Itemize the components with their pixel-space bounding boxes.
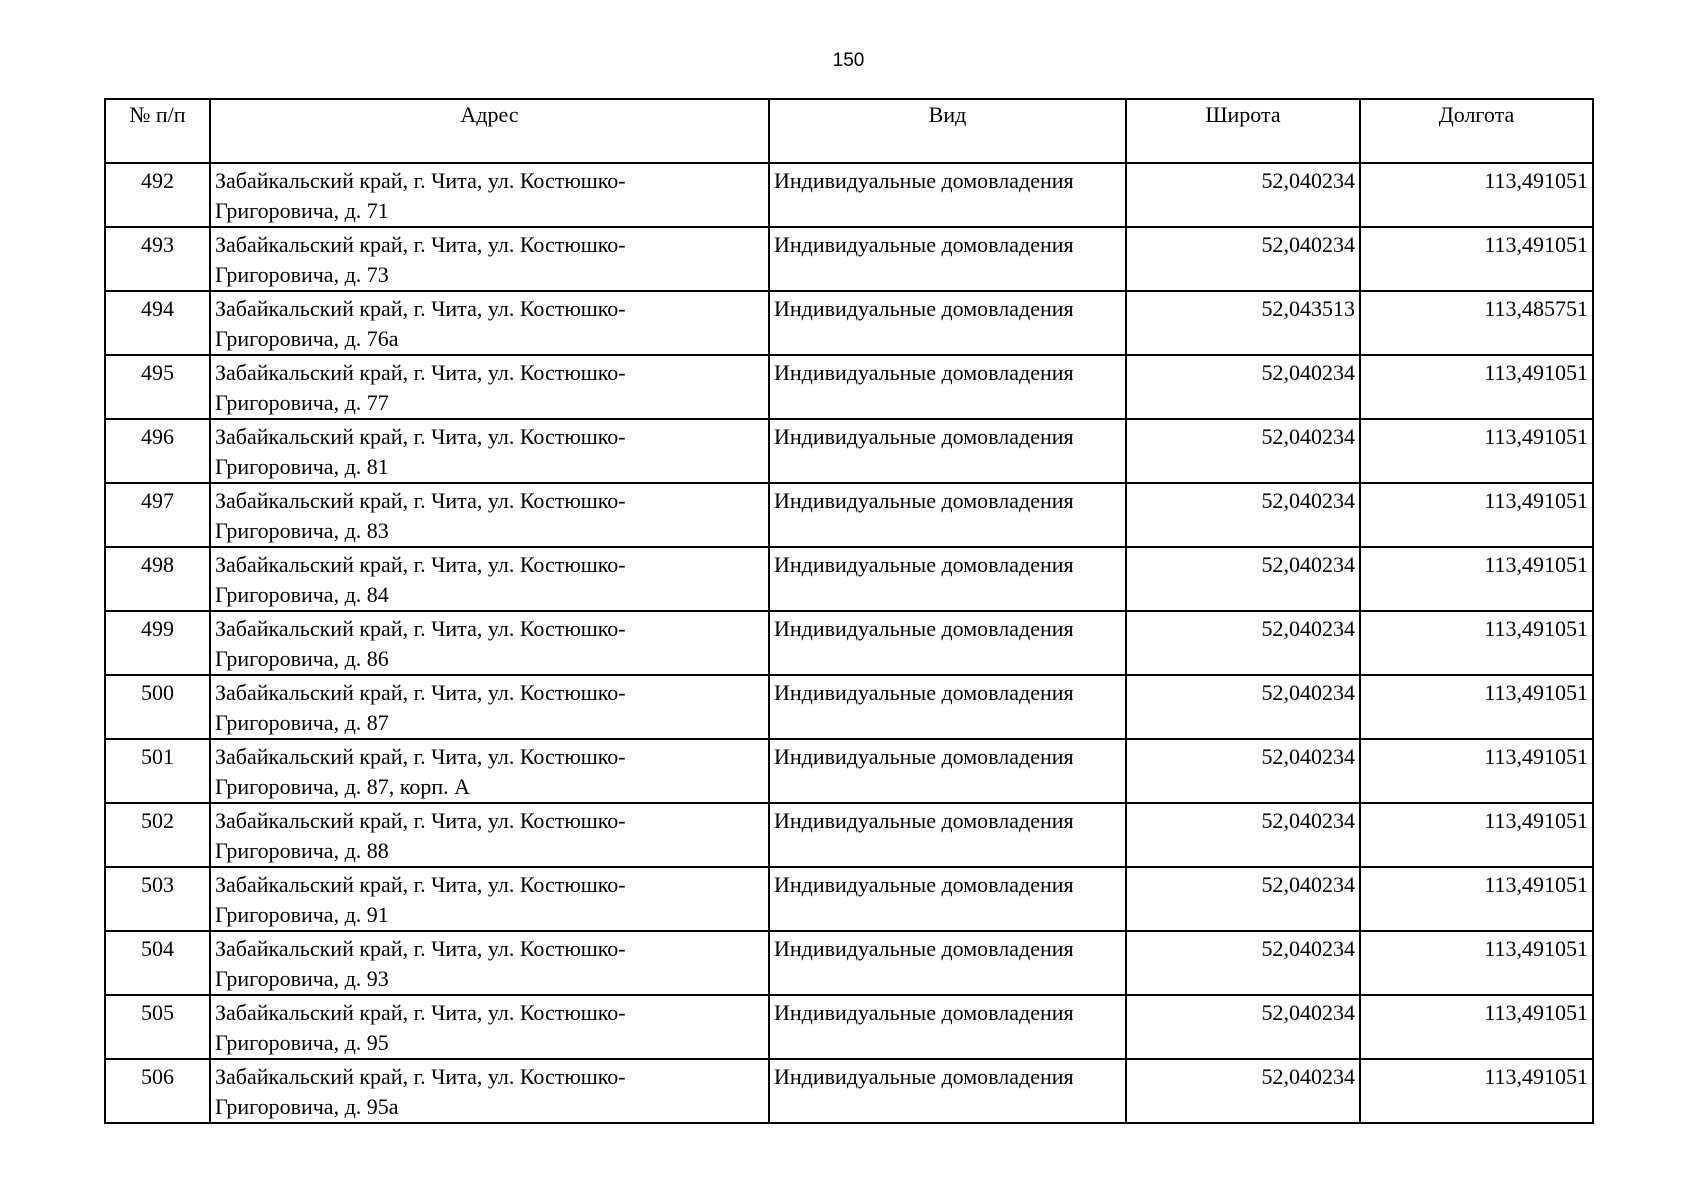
row-kind: Индивидуальные домовладения xyxy=(769,163,1126,227)
row-kind: Индивидуальные домовладения xyxy=(769,355,1126,419)
address-line-1: Забайкальский край, г. Чита, ул. Костюшко- xyxy=(215,1064,626,1089)
table-row xyxy=(105,803,1593,867)
address-line-1: Забайкальский край, г. Чита, ул. Костюшко- xyxy=(215,424,626,449)
row-address xyxy=(210,995,769,1059)
row-address xyxy=(210,163,769,227)
row-address xyxy=(210,419,769,483)
row-longitude: 113,491051 xyxy=(1360,483,1593,547)
row-longitude: 113,491051 xyxy=(1360,995,1593,1059)
address-line-2: Григоровича, д. 84 xyxy=(215,582,389,607)
address-line-1: Забайкальский край, г. Чита, ул. Костюшко- xyxy=(215,680,626,705)
address-line-1: Забайкальский край, г. Чита, ул. Костюшко- xyxy=(215,1000,626,1025)
row-longitude: 113,491051 xyxy=(1360,227,1593,291)
row-longitude: 113,491051 xyxy=(1360,611,1593,675)
row-longitude: 113,491051 xyxy=(1360,867,1593,931)
table-row xyxy=(105,227,1593,291)
address-line-2: Григоровича, д. 83 xyxy=(215,518,389,543)
row-latitude: 52,040234 xyxy=(1126,867,1360,931)
row-latitude: 52,040234 xyxy=(1126,163,1360,227)
row-num: 506 xyxy=(105,1059,210,1123)
address-line-1: Забайкальский край, г. Чита, ул. Костюшко- xyxy=(215,488,626,513)
address-line-1: Забайкальский край, г. Чита, ул. Костюшко- xyxy=(215,808,626,833)
address-line-2: Григоровича, д. 87, корп. А xyxy=(215,774,470,799)
address-line-1: Забайкальский край, г. Чита, ул. Костюшко- xyxy=(215,872,626,897)
header-kind: Вид xyxy=(769,99,1126,163)
table-row xyxy=(105,355,1593,419)
row-latitude: 52,040234 xyxy=(1126,547,1360,611)
row-latitude: 52,040234 xyxy=(1126,483,1360,547)
table-row xyxy=(105,739,1593,803)
row-longitude: 113,491051 xyxy=(1360,803,1593,867)
row-num: 501 xyxy=(105,739,210,803)
row-num: 505 xyxy=(105,995,210,1059)
row-longitude: 113,485751 xyxy=(1360,291,1593,355)
row-longitude: 113,491051 xyxy=(1360,355,1593,419)
table-row xyxy=(105,419,1593,483)
table-row xyxy=(105,547,1593,611)
row-address xyxy=(210,355,769,419)
row-latitude: 52,040234 xyxy=(1126,611,1360,675)
row-num: 500 xyxy=(105,675,210,739)
row-num: 495 xyxy=(105,355,210,419)
row-kind: Индивидуальные домовладения xyxy=(769,931,1126,995)
row-num: 499 xyxy=(105,611,210,675)
row-kind: Индивидуальные домовладения xyxy=(769,547,1126,611)
row-latitude: 52,040234 xyxy=(1126,931,1360,995)
row-num: 502 xyxy=(105,803,210,867)
row-kind: Индивидуальные домовладения xyxy=(769,291,1126,355)
address-line-2: Григоровича, д. 87 xyxy=(215,710,389,735)
row-latitude: 52,040234 xyxy=(1126,739,1360,803)
address-line-2: Григоровича, д. 95 xyxy=(215,1030,389,1055)
row-address xyxy=(210,931,769,995)
page-number: 150 xyxy=(832,50,865,71)
row-latitude: 52,040234 xyxy=(1126,419,1360,483)
row-longitude: 113,491051 xyxy=(1360,931,1593,995)
address-line-1: Забайкальский край, г. Чита, ул. Костюшко- xyxy=(215,616,626,641)
table-row xyxy=(105,291,1593,355)
row-address xyxy=(210,675,769,739)
row-address xyxy=(210,611,769,675)
row-latitude: 52,040234 xyxy=(1126,227,1360,291)
address-line-2: Григоровича, д. 77 xyxy=(215,390,389,415)
row-latitude: 52,040234 xyxy=(1126,675,1360,739)
row-num: 496 xyxy=(105,419,210,483)
row-num: 494 xyxy=(105,291,210,355)
row-kind: Индивидуальные домовладения xyxy=(769,611,1126,675)
table-row xyxy=(105,611,1593,675)
row-latitude: 52,040234 xyxy=(1126,995,1360,1059)
header-latitude: Широта xyxy=(1126,99,1360,163)
table-body xyxy=(105,163,1593,1123)
row-kind: Индивидуальные домовладения xyxy=(769,227,1126,291)
table-row xyxy=(105,483,1593,547)
address-line-1: Забайкальский край, г. Чита, ул. Костюшко- xyxy=(215,232,626,257)
row-num: 504 xyxy=(105,931,210,995)
address-line-2: Григоровича, д. 93 xyxy=(215,966,389,991)
address-line-2: Григоровича, д. 76а xyxy=(215,326,399,351)
row-kind: Индивидуальные домовладения xyxy=(769,483,1126,547)
address-line-2: Григоровича, д. 81 xyxy=(215,454,389,479)
row-address xyxy=(210,867,769,931)
row-num: 497 xyxy=(105,483,210,547)
header-address: Адрес xyxy=(210,99,769,163)
row-latitude: 52,043513 xyxy=(1126,291,1360,355)
row-longitude: 113,491051 xyxy=(1360,739,1593,803)
address-line-1: Забайкальский край, г. Чита, ул. Костюшко- xyxy=(215,360,626,385)
row-address xyxy=(210,291,769,355)
row-num: 492 xyxy=(105,163,210,227)
row-num: 498 xyxy=(105,547,210,611)
row-address xyxy=(210,803,769,867)
address-line-2: Григоровича, д. 71 xyxy=(215,198,389,223)
row-latitude: 52,040234 xyxy=(1126,1059,1360,1123)
row-kind: Индивидуальные домовладения xyxy=(769,675,1126,739)
row-longitude: 113,491051 xyxy=(1360,675,1593,739)
header-num: № п/п xyxy=(105,99,210,163)
address-table xyxy=(104,98,1594,1124)
row-kind: Индивидуальные домовладения xyxy=(769,995,1126,1059)
table-header xyxy=(105,99,1593,163)
header-longitude: Долгота xyxy=(1360,99,1593,163)
row-longitude: 113,491051 xyxy=(1360,419,1593,483)
row-num: 503 xyxy=(105,867,210,931)
row-kind: Индивидуальные домовладения xyxy=(769,803,1126,867)
table-row xyxy=(105,1059,1593,1123)
address-line-2: Григоровича, д. 73 xyxy=(215,262,389,287)
row-address xyxy=(210,547,769,611)
address-line-1: Забайкальский край, г. Чита, ул. Костюшко- xyxy=(215,552,626,577)
address-line-1: Забайкальский край, г. Чита, ул. Костюшко- xyxy=(215,744,626,769)
row-address xyxy=(210,227,769,291)
table-row xyxy=(105,995,1593,1059)
header-row xyxy=(105,99,1593,163)
address-line-2: Григоровича, д. 86 xyxy=(215,646,389,671)
row-kind: Индивидуальные домовладения xyxy=(769,1059,1126,1123)
row-longitude: 113,491051 xyxy=(1360,163,1593,227)
row-latitude: 52,040234 xyxy=(1126,803,1360,867)
address-line-1: Забайкальский край, г. Чита, ул. Костюшко- xyxy=(215,168,626,193)
address-line-2: Григоровича, д. 91 xyxy=(215,902,389,927)
row-num: 493 xyxy=(105,227,210,291)
table-row xyxy=(105,931,1593,995)
row-address xyxy=(210,739,769,803)
table-row xyxy=(105,163,1593,227)
row-address xyxy=(210,483,769,547)
address-line-1: Забайкальский край, г. Чита, ул. Костюшко- xyxy=(215,936,626,961)
table-row xyxy=(105,675,1593,739)
row-longitude: 113,491051 xyxy=(1360,1059,1593,1123)
row-kind: Индивидуальные домовладения xyxy=(769,867,1126,931)
address-line-2: Григоровича, д. 95а xyxy=(215,1094,399,1119)
row-kind: Индивидуальные домовладения xyxy=(769,419,1126,483)
row-address xyxy=(210,1059,769,1123)
address-line-2: Григоровича, д. 88 xyxy=(215,838,389,863)
row-latitude: 52,040234 xyxy=(1126,355,1360,419)
row-kind: Индивидуальные домовладения xyxy=(769,739,1126,803)
row-longitude: 113,491051 xyxy=(1360,547,1593,611)
table-row xyxy=(105,867,1593,931)
address-line-1: Забайкальский край, г. Чита, ул. Костюшко- xyxy=(215,296,626,321)
